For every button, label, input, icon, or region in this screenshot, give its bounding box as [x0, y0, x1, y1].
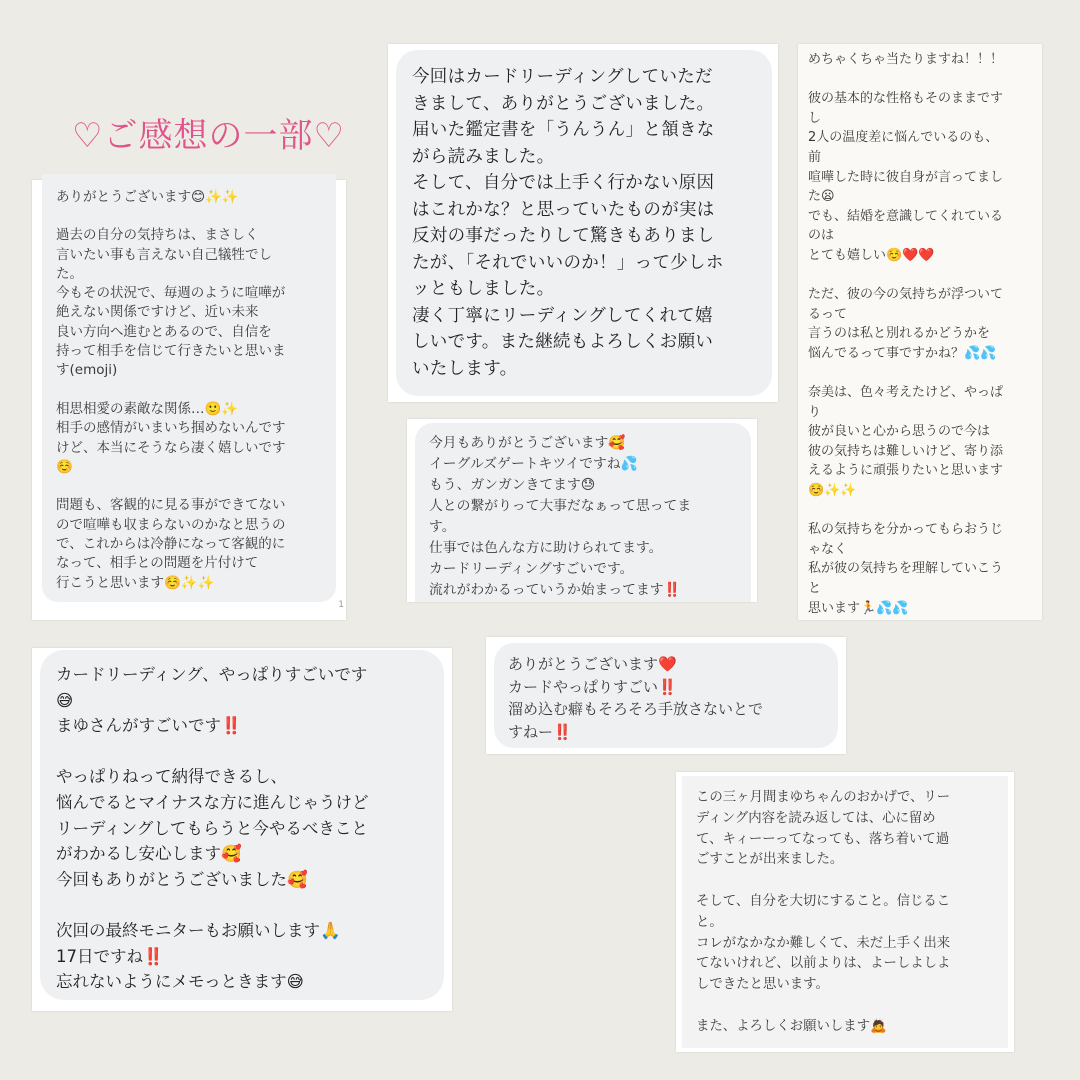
- message-bubble: [42, 174, 336, 602]
- message-fragment: ありがとうございます😊✨✨: [56, 189, 239, 205]
- message-text: めちゃくちゃ当たりますね！！！ 彼の基本的な性格もそのままです し 2人の温度差に悩んでいるのも、 前 喧嘩した時に彼自身が言ってまし た😦 でも、結婚を意識してくれている のは とても嬉しい☺️❤️❤️ ただ、彼の今の気持ちが浮ついて るって 言うのは私と別れるかどうかを 悩んでるって事ですかね？💦💦 奈美は、色々考えたけど、やっぱ り 彼が良いと心から思うので今は 彼の気持ちは難しいけど、寄り添 えるように頑張りたいと思います ☺️✨✨ 私の気持ちを分かってもらおうじ ゃなく 私が彼の気持ちを理解していこう と 思います🏃💦💦: [808, 52, 1004, 616]
- message-bubble: [396, 50, 772, 396]
- page-number: 1: [338, 600, 344, 610]
- review-card-7: [676, 772, 1014, 1052]
- review-card-6: [486, 637, 846, 754]
- message-text: カードリーディング、やっぱりすごいです 😅 まゆさんがすごいです‼️ やっぱりねって納得できるし、 悩んでるとマイナスな方に進んじゃうけど リーディングしてもらうと今やるべきこと がわかるし安心します🥰 今回もありがとうございました🥰 次回の最終モニターもお願いします🙏 17日ですね‼️ 忘れないようにメモっときます😅: [56, 665, 369, 992]
- message-text: 過去の自分の気持ちは、まさしく 言いたい事も言えない自己犠牲でし た。 今もその状況で、毎週のように喧嘩が 絶えない関係ですけど、近い未来 良い方向へ進むとあるので、自信を 持って相手を信じて行きたいと思いま す(emoji) 相思相愛の素敵な関係…🙂✨ 相手の感情がいまいち掴めないんです けど、本当にそうなら凄く嬉しいです ☺️ 問題も、客観的に見る事ができてない ので喧嘩も収まらないのかなと思うの で、これからは冷静になって客観的に なって、相手との問題を片付けて 行こうと思います☺️✨✨: [56, 227, 286, 591]
- message-bubble: [415, 423, 751, 602]
- message-text: この三ヶ月間まゆちゃんのおかげで、リー ディング内容を読み返しては、心に留め て、キィーーってなっても、落ち着いて過 ごすことが出来ました。 そして、自分を大切にすること。信じるこ と。 コレがなかなか難しくて、未だ上手く出来 てないけれど、以前よりは、よーしよしよ しできたと思います。 また、よろしくお願いします🙇: [696, 790, 951, 1034]
- review-card-3: [798, 44, 1042, 620]
- message-text: 今月もありがとうございます🥰 イーグルズゲートキツイですね💦 もう、ガンガンきてます😓 人との繋がりって大事だなぁって思ってま す。 仕事では色んな方に助けられてます。 カードリーディングすごいです。 流れがわかるっていうか始まってます‼️: [429, 435, 692, 598]
- page-title: ♡ご感想の一部♡: [72, 116, 345, 156]
- message-text: ありがとうございます❤️ カードやっぱりすごい‼️ 溜め込む癖もそろそろ手放さないとで すねー‼️: [508, 655, 764, 741]
- review-card-1: [32, 180, 346, 620]
- review-card-4: [407, 419, 757, 602]
- message-bubble: [682, 776, 1008, 1048]
- review-card-5: [32, 648, 452, 1011]
- message-text: 今回はカードリーディングしていただ きまして、ありがとうございました。 届いた鑑定書を「うんうん」と頷きな がら読みました。 そして、自分では上手く行かない原因 はこれかな？と思っていたものが実は 反対の事だったりして驚きもありまし たが、「それでいいのか！」って少しホ ッともしました。 凄く丁寧にリーディングしてくれて嬉 しいです。また継続もよろしくお願い いたします。: [412, 67, 724, 379]
- review-card-2: [388, 44, 778, 402]
- message-bubble: [40, 650, 444, 1000]
- message-bubble: [494, 643, 838, 748]
